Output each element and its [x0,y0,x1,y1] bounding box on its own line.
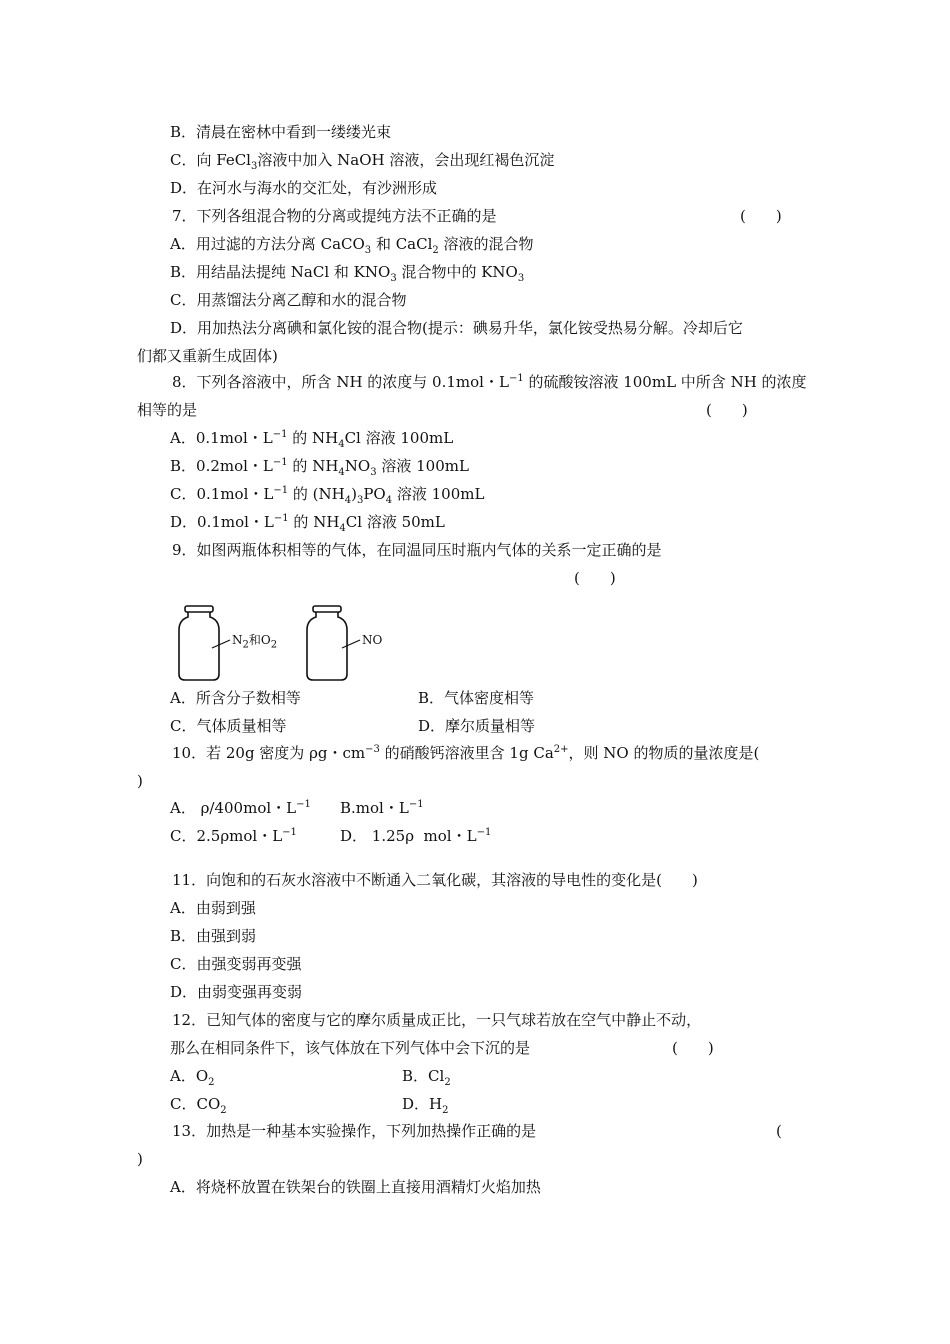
answer-blank: ( ) [574,569,616,587]
option-a-q12: A．$O_2$ [170,1067,215,1088]
answer-blank: ( ) [740,207,782,225]
question-13: 13．加热是一种基本实验操作，下列加热操作正确的是 [172,1122,537,1140]
question-9: 9．如图两瓶体积相等的气体，在同温同压时瓶内气体的关系一定正确的是 [172,541,662,559]
option-a-q13: A．将烧杯放置在铁架台的铁圈上直接用酒精灯火焰加热 [170,1178,541,1196]
option-c-q8: C．0.1mol・$L^{-1}$ 的 $(NH_4)_3PO_4$ 溶液 100mL [170,485,485,506]
question-11: 11．向饱和的石灰水溶液中不断通入二氧化碳，其溶液的导电性的变化是( ) [172,871,698,889]
question-8: 8．下列各溶液中，所含 NH 的浓度与 0.1mol・$L^{-1}$ 的硫酸铵溶液 100mL 中所含 NH 的浓度 [172,373,807,391]
question-7: 7．下列各组混合物的分离或提纯方法不正确的是 [172,207,497,225]
question-10-cont: ) [137,772,143,790]
option-c-q7: C．用蒸馏法分离乙醇和水的混合物 [170,291,407,309]
question-12: 12．已知气体的密度与它的摩尔质量成正比，一只气球若放在空气中静止不动， [172,1011,702,1029]
option-b-q12: B．$Cl_2$ [402,1067,451,1088]
option-d-q8: D．0.1mol・$L^{-1}$ 的 $NH_4Cl$ 溶液 50mL [170,513,445,534]
option-c-q10: C．2.5ρmol・$L^{-1}$ [170,827,297,845]
answer-blank: ( [776,1122,782,1140]
option-d-q6: D．在河水与海水的交汇处，有沙洲形成 [170,179,438,197]
option-a-q11: A．由弱到强 [170,899,256,917]
option-a-q7: A．用过滤的方法分离 CaCO$_3$ 和 CaCl$_2$ 溶液的混合物 [170,235,534,256]
option-d-q12: D．$H_2$ [402,1095,449,1116]
question-12-cont: 那么在相同条件下，该气体放在下列气体中会下沉的是 [170,1039,531,1057]
option-d-q10: D． 1.25ρ mol・$L^{-1}$ [340,827,492,845]
option-b-q8: B．0.2mol・$L^{-1}$ 的 $NH_4NO_3$ 溶液 100mL [170,457,469,478]
option-c-q11: C．由强变弱再变强 [170,955,302,973]
option-a-q9: A．所含分子数相等 [170,689,301,707]
answer-blank: ( ) [672,1039,714,1057]
question-8-cont: 相等的是 [137,401,198,419]
option-d-q11: D．由弱变强再变弱 [170,983,303,1001]
question-10: 10．若 20g 密度为 ρg・$cm^{-3}$ 的硝酸钙溶液里含 1g $Ca^{2+}$，则 NO 的物质的量浓度是( [172,744,760,762]
option-d-q9: D．摩尔质量相等 [418,717,536,735]
option-a-q10: A． ρ/400mol・$L^{-1}$ [170,799,311,817]
option-c-q9: C．气体质量相等 [170,717,287,735]
answer-blank: ( ) [706,401,748,419]
option-d-q7: D．用加热法分离碘和氯化铵的混合物(提示：碘易升华，氯化铵受热易分解。冷却后它 [170,319,743,337]
option-c-q12: C．$CO_2$ [170,1095,227,1116]
question-13-cont: ) [137,1150,143,1168]
option-b-q6: B．清晨在密林中看到一缕缕光束 [170,123,392,141]
option-b-q7: B．用结晶法提纯 NaCl 和 $KNO_3$ 混合物中的 $KNO_3$ [170,263,525,284]
option-b-q10: B.mol・$L^{-1}$ [340,799,424,817]
option-b-q11: B．由强到弱 [170,927,257,945]
bottle-2-label: NO [362,633,383,647]
bottle-1-label: $N_2$和$O_2$ [232,633,278,651]
option-a-q8: A．0.1mol・$L^{-1}$ 的 $NH_4Cl$ 溶液 100mL [170,429,454,450]
option-b-q9: B．气体密度相等 [418,689,535,707]
option-c-q6: C．向 FeCl$_3$溶液中加入 NaOH 溶液，会出现红褐色沉淀 [170,151,555,172]
option-d-q7-cont: 们都又重新生成固体) [137,347,278,365]
